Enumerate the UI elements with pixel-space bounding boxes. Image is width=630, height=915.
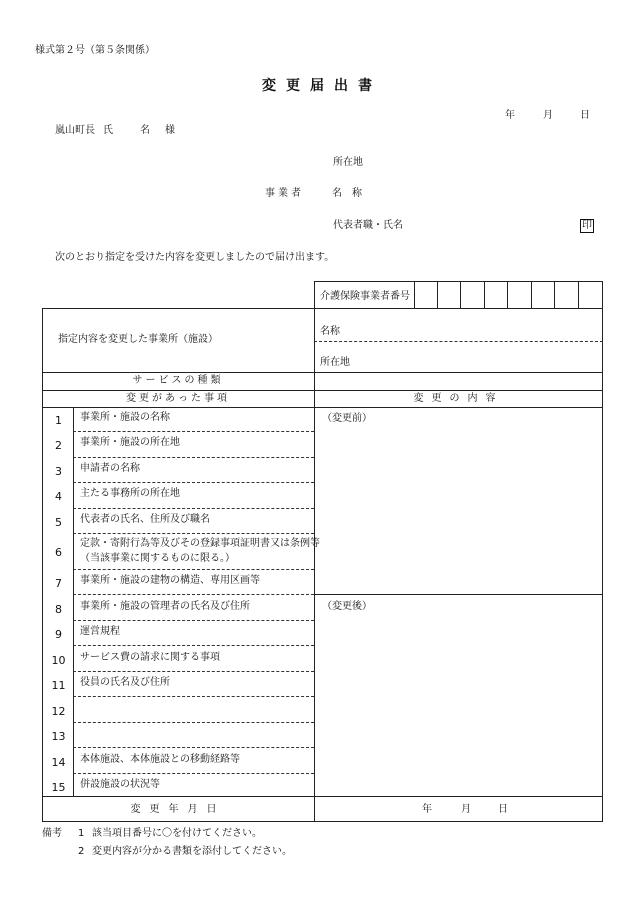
item-text: 本体施設、本体施設との移動経路等: [80, 754, 240, 765]
facility-name-label: 名称: [320, 326, 340, 337]
item-number: 2: [55, 439, 62, 452]
seal-mark: 印: [582, 220, 592, 231]
item-number: 11: [51, 679, 66, 692]
intro-text: 次のとおり指定を受けた内容を変更しましたので届け出ます。: [55, 252, 335, 263]
change-date-divider: [42, 796, 603, 797]
item-text: サービス費の請求に関する事項: [80, 652, 220, 663]
item-divider: [73, 569, 314, 570]
item-number: 7: [55, 577, 62, 590]
item-divider: [73, 773, 314, 774]
page-title: 変更届出書: [262, 78, 382, 94]
item-number: 14: [51, 756, 66, 769]
item-text: 役員の氏名及び住所: [80, 677, 170, 688]
date-day-label: 日: [580, 110, 590, 121]
item-text: 事業所・施設の所在地: [80, 437, 180, 448]
item-text: 代表者の氏名、住所及び職名: [80, 514, 210, 525]
insurer-digit-divider: [460, 281, 461, 309]
item-number: 3: [55, 465, 62, 478]
item-divider: [73, 620, 314, 621]
item-divider: [73, 696, 314, 697]
note-number: 2: [78, 846, 85, 857]
item-text: 主たる事務所の所在地: [80, 488, 180, 499]
addressee-town: 嵐山町長: [55, 125, 95, 136]
item-divider: [73, 508, 314, 509]
after-label: （変更後）: [322, 601, 372, 612]
item-text: 事業所・施設の名称: [80, 412, 170, 423]
change-content-header: 変更の内容: [413, 393, 504, 404]
before-label: （変更前）: [322, 413, 372, 424]
item-text: 併設施設の状況等: [80, 779, 160, 790]
insurer-digit-divider: [554, 281, 555, 309]
insurer-digit-divider: [507, 281, 508, 309]
item-text: 事業所・施設の建物の構造、専用区画等: [80, 575, 260, 586]
item-divider: [73, 747, 314, 748]
item-number: 8: [55, 603, 62, 616]
changed-items-header: 変更があった事項: [126, 393, 230, 404]
change-date-year: 年: [422, 804, 432, 815]
header-bottom-divider: [42, 407, 603, 408]
item-number: 4: [55, 490, 62, 503]
before-after-divider: [314, 594, 603, 595]
addressee-name: 名: [140, 125, 150, 136]
item-divider: [73, 671, 314, 672]
form-number-label: 様式第２号（第５条関係）: [35, 45, 155, 56]
applicant-business-label: 事業者: [265, 188, 304, 199]
item-divider: [73, 645, 314, 646]
item-divider: [73, 722, 314, 723]
item-number: 12: [51, 705, 66, 718]
item-divider: [73, 594, 314, 595]
change-date-label: 変更年月日: [130, 804, 226, 815]
item-number: 6: [55, 546, 62, 559]
item-divider: [73, 457, 314, 458]
facility-address-label: 所在地: [320, 357, 350, 368]
item-number: 9: [55, 628, 62, 641]
table-column-divider: [314, 407, 315, 796]
item-number: 10: [51, 654, 66, 667]
note-text: 変更内容が分かる書類を添付してください。: [92, 846, 292, 857]
item-text: 事業所・施設の管理者の氏名及び住所: [80, 601, 250, 612]
note-text: 該当項目番号に〇を付けてください。: [92, 828, 262, 839]
addressee-shi: 氏: [103, 125, 113, 136]
item-divider: [73, 533, 314, 534]
table-column-divider: [314, 796, 315, 822]
insurer-digit-divider: [531, 281, 532, 309]
addressee-sama: 様: [165, 125, 175, 136]
item-divider: [73, 431, 314, 432]
item-number: 1: [55, 414, 62, 427]
insurer-number-label: 介護保険事業者番号: [320, 291, 410, 302]
note-number: 1: [78, 828, 85, 839]
item-text: 運営規程: [80, 626, 120, 637]
service-type-divider: [42, 372, 603, 373]
applicant-address-label: 所在地: [333, 157, 363, 168]
applicant-name-label: 名 称: [332, 188, 362, 199]
insurer-digit-divider: [484, 281, 485, 309]
item-text-continuation: （当該事業に関するものに限る。）: [80, 553, 235, 564]
change-date-month: 月: [461, 804, 471, 815]
facility-label: 指定内容を変更した事業所（施設）: [58, 334, 218, 345]
change-date-day: 日: [498, 804, 508, 815]
applicant-rep-label: 代表者職・氏名: [333, 220, 403, 231]
item-text: 申請者の名称: [80, 463, 140, 474]
insurer-digit-divider: [437, 281, 438, 309]
item-number: 15: [51, 781, 66, 794]
facility-dashed-divider: [314, 341, 603, 342]
notes-label: 備考: [42, 828, 62, 839]
item-divider: [73, 482, 314, 483]
item-text: 定款・寄附行為等及びその登録事項証明書又は条例等: [80, 538, 320, 549]
item-number: 13: [51, 730, 66, 743]
insurer-digit-divider: [578, 281, 579, 309]
item-number: 5: [55, 516, 62, 529]
header-divider: [42, 390, 603, 391]
date-month-label: 月: [543, 110, 553, 121]
service-type-label: サービスの種類: [132, 375, 224, 386]
insurer-digit-divider: [414, 281, 415, 309]
date-year-label: 年: [505, 110, 515, 121]
